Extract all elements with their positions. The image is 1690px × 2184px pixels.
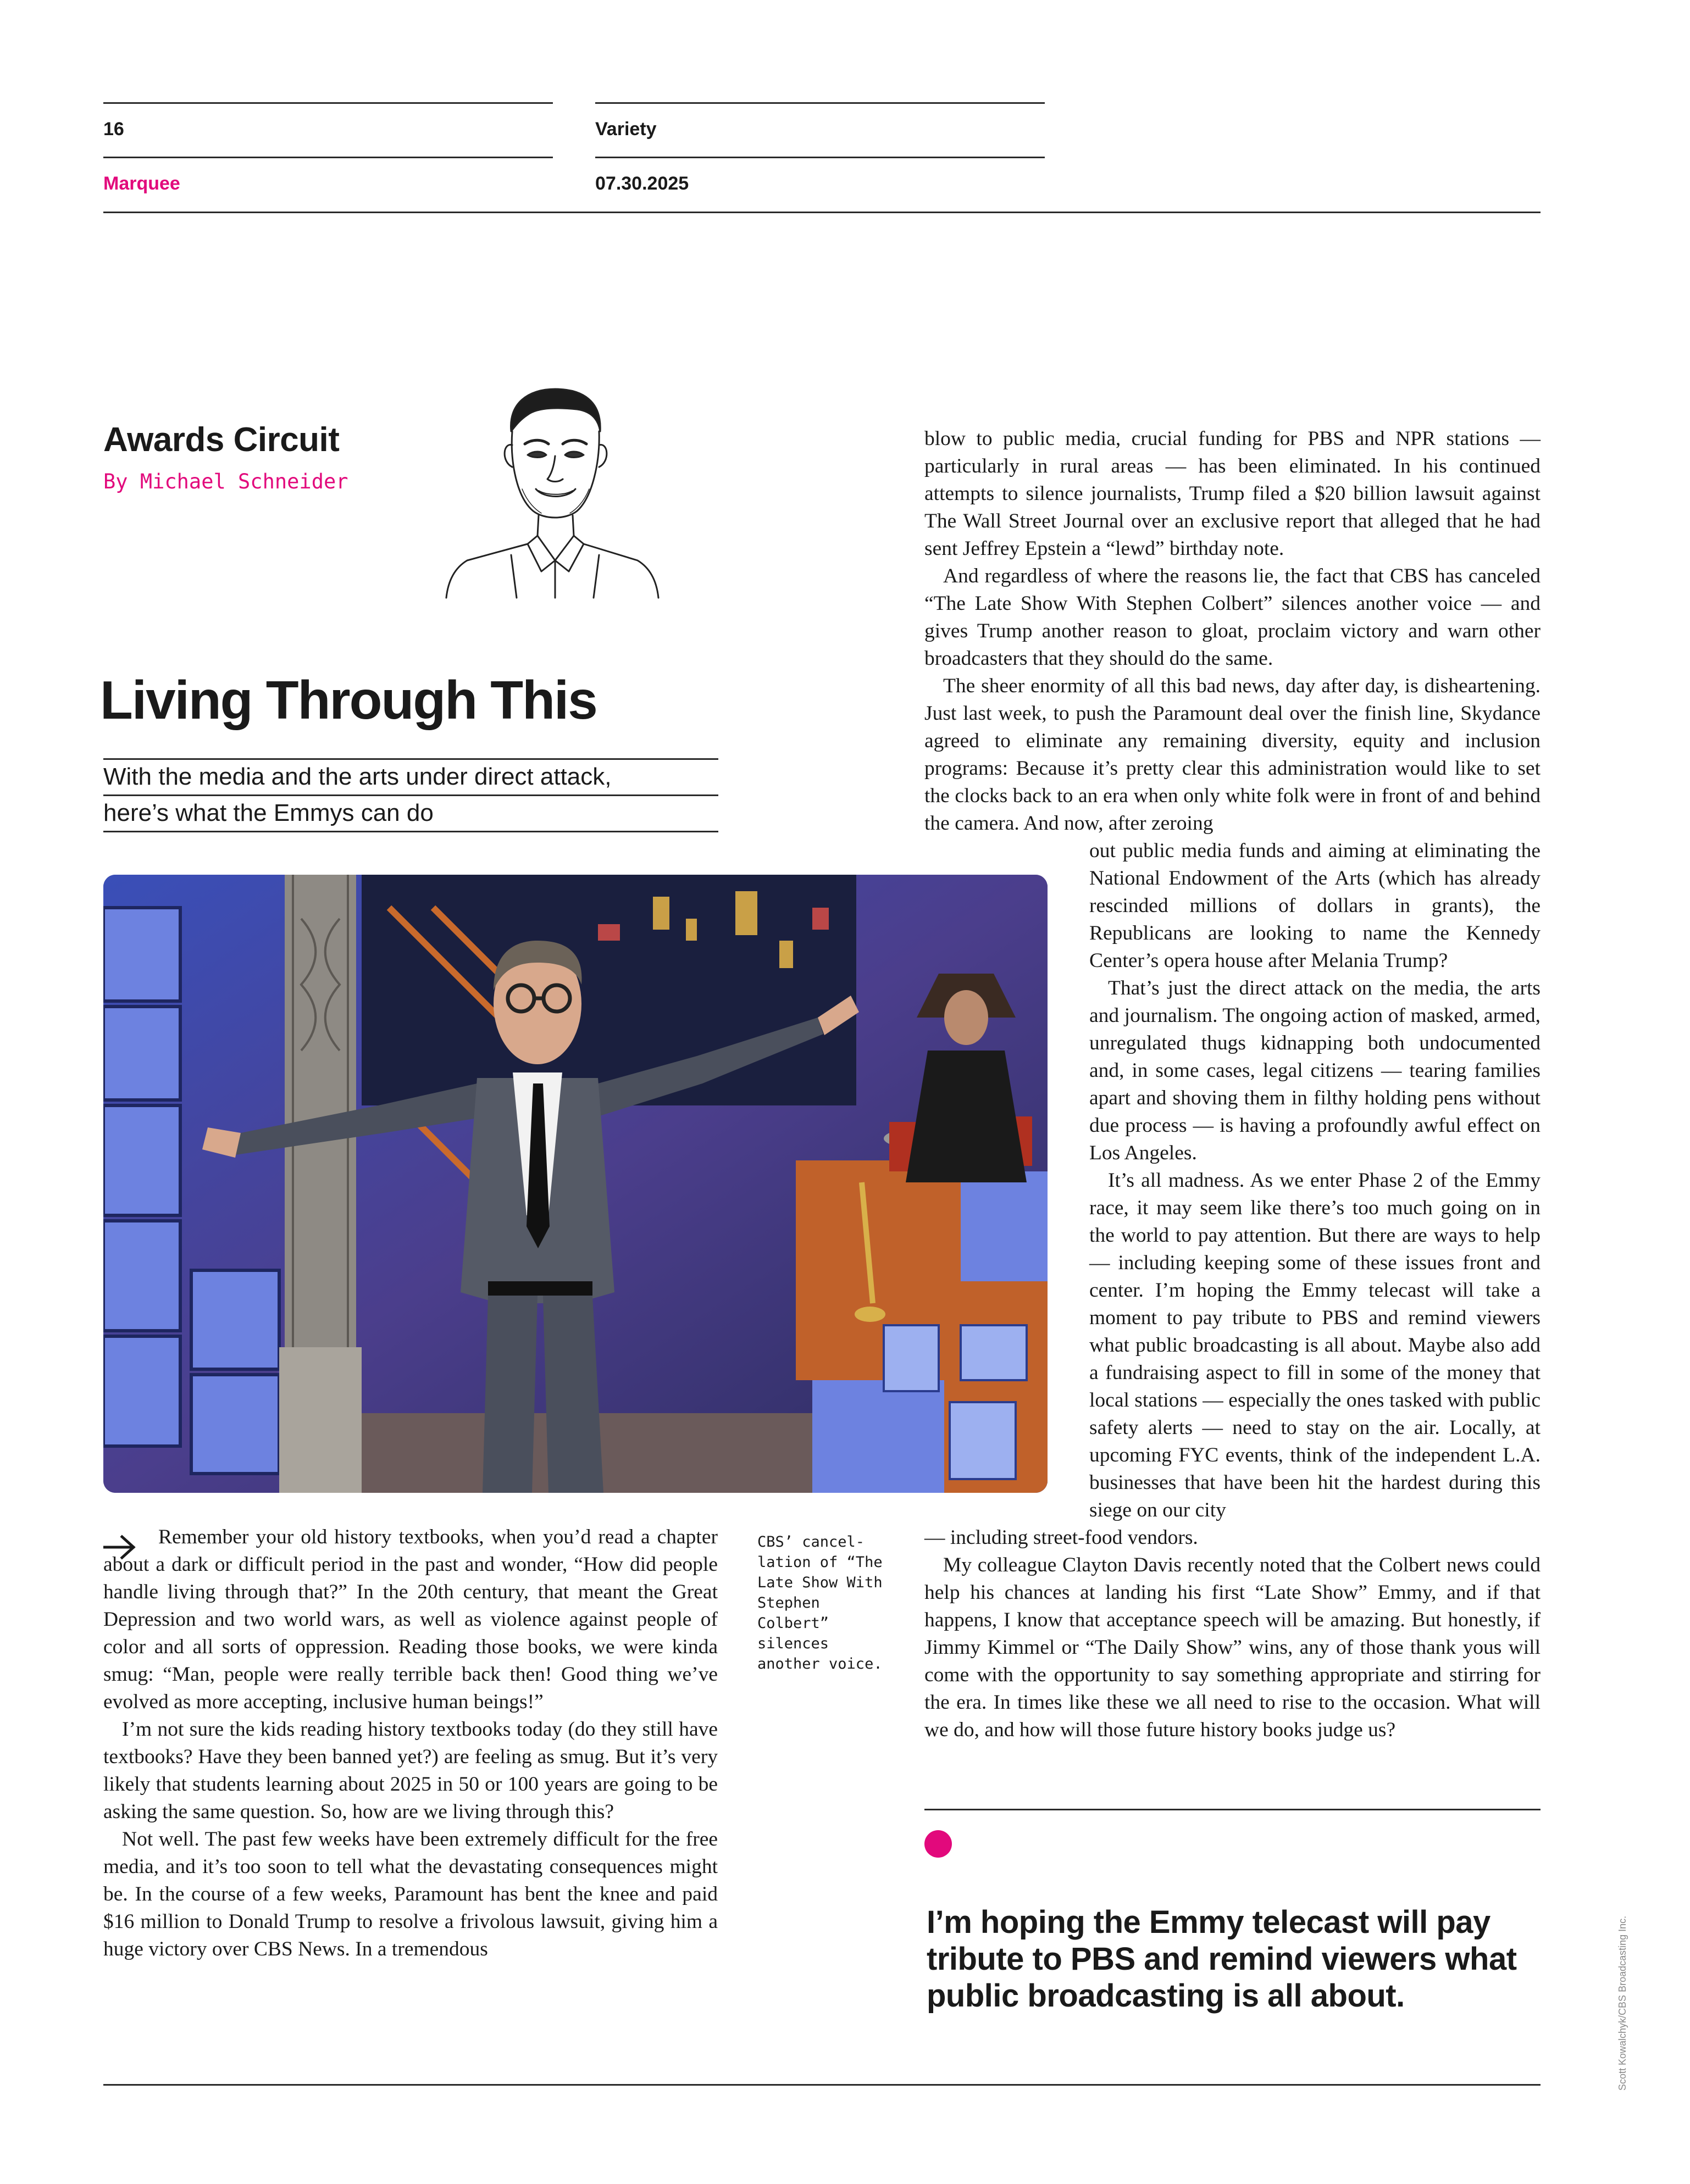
right-paragraph-3: The sheer enormity of all this bad news, day after day, is disheartening. Just last week, to push the Paramount deal over the finish line, Skydance agreed to eliminate any remaining diversity, equity and inclusion programs: Because it’s pretty clear this administration would like to set the clocks back to an era when only white folk were in front of and behind the camera. And now, after zeroing	[924, 675, 1541, 835]
dek-rule-top	[103, 758, 718, 760]
left-paragraph-1: Remember your old history textbooks, when you’d read a chapter about a dark or difficult period in the past and wonder, “How did people handle living through that?” In the 20th century, that meant the Great Depression and two world wars, as well as violence against people of color and all sorts of oppression. Reading those books, we were kinda smug: “Man, people were really terrible back then! Good thing we’ve evolved as more accepting, inclusive human beings!”	[103, 1526, 718, 1713]
dek-rule-mid	[103, 794, 718, 796]
footer-rule	[103, 2084, 1541, 2086]
section-label: Marquee	[103, 173, 180, 194]
author-portrait-illustration	[445, 379, 660, 599]
pull-quote-rule	[924, 1809, 1541, 1810]
left-paragraph-3: Not well. The past few weeks have been extremely difficult for the free media, and it’s too soon to tell what the devastating consequences might be. In the course of a few weeks, Paramount has bent the knee and paid $16 million to Donald Trump to resolve a frivolous lawsuit, giving him a huge victory over CBS News. In a tremendous	[103, 1828, 718, 1960]
left-column	[103, 1524, 718, 1963]
dek-rule-bottom	[103, 831, 718, 832]
photo-credit: Scott Kowalchyk/CBS Broadcasting Inc.	[1617, 1915, 1628, 2091]
publication-name: Variety	[595, 119, 657, 140]
right-paragraph-8: My colleague Clayton Davis recently noted that the Colbert news could help his chances at landing his first “Late Show” Emmy, and if that happens, I know that acceptance speech will be amazing. But honestly, if Jimmy Kimmel or “The Daily Show” wins, any of those thank yous will come with the opportunity to say something appropriate and stirring for the era. In times like these we all need to rise to the occasion. What will we do, and how will those future history books judge us?	[924, 1554, 1541, 1741]
photo-caption: CBS’ cancel-lation of “The Late Show With Stephen Colbert” silences another voice.	[757, 1533, 883, 1672]
column-label: Awards Circuit	[103, 421, 340, 459]
pull-quote: I’m hoping the Emmy telecast will pay tribute to PBS and remind viewers what public broadcasting is all about.	[927, 1904, 1517, 2014]
right-paragraph-7: — including street-food vendors.	[924, 1526, 1198, 1549]
header-rule-top-right	[595, 102, 1045, 104]
dek-line-1: With the media and the arts under direct attack,	[103, 763, 612, 790]
right-paragraph-2: And regardless of where the reasons lie, the fact that CBS has canceled “The Late Show With Stephen Colbert” silences another voice — and gives Trump another reason to gloat, proclaim victory and warn other broadcasters that they should do the same.	[924, 565, 1541, 670]
right-paragraph-5: That’s just the direct attack on the media, the arts and journalism. The ongoing action of masked, armed, unregulated thugs kidnapping both undocumented and, in some cases, legal citizens — tearing families apart and shoving them in filthy holding pens without due process — is having a profoundly awful effect on Los Angeles.	[1089, 977, 1541, 1164]
pull-quote-dot	[924, 1830, 952, 1858]
right-column	[924, 425, 1541, 1744]
dek-line-2: here’s what the Emmys can do	[103, 799, 434, 826]
issue-date: 07.30.2025	[595, 173, 689, 194]
header-rule-top-left	[103, 102, 553, 104]
right-paragraph-6: It’s all madness. As we enter Phase 2 of the Emmy race, it may seem like there’s too much going on in the world to pay attention. But there are ways to help — including keeping some of these issues front and center. I’m hoping the Emmy telecast will take a moment to pay tribute to PBS and remind viewers what public broadcasting is all about. Maybe also add a fundraising aspect to fill in some of the money that local stations — especially the ones tasked with public safety alerts — need to stay on the air. Locally, at upcoming FYC events, think of the independent L.A. businesses that have been hit the hardest during this siege on our city	[1089, 1169, 1541, 1521]
header-rule-mid-right	[595, 157, 1045, 158]
right-paragraph-1: blow to public media, crucial funding for PBS and NPR stations — particularly in rural areas — has been eliminated. In his continued attempts to silence journalists, Trump filed a $20 billion lawsuit against The Wall Street Journal over an exclusive report that alleged that he had sent Jeffrey Epstein a “lewd” birthday note.	[924, 427, 1541, 560]
left-paragraph-2: I’m not sure the kids reading history textbooks today (do they still have textbooks? Have they been banned yet?) are feeling as smug. But it’s very likely that students learning about 2025 in 50 or 100 years are going to be asking the same question. So, how are we living through this?	[103, 1718, 718, 1823]
right-paragraph-4: out public media funds and aiming at eliminating the National Endowment of the Arts (which has already rescinded millions of dollars in grants), the Republicans are looking to name the Kennedy Center’s opera house after Melania Trump?	[1089, 840, 1541, 972]
header-rule-mid-left	[103, 157, 553, 158]
colbert-stage-photo	[103, 875, 1048, 1493]
header-rule-bottom	[103, 212, 1541, 213]
page-number: 16	[103, 119, 124, 140]
byline: By Michael Schneider	[103, 470, 348, 493]
headline: Living Through This	[100, 670, 597, 730]
